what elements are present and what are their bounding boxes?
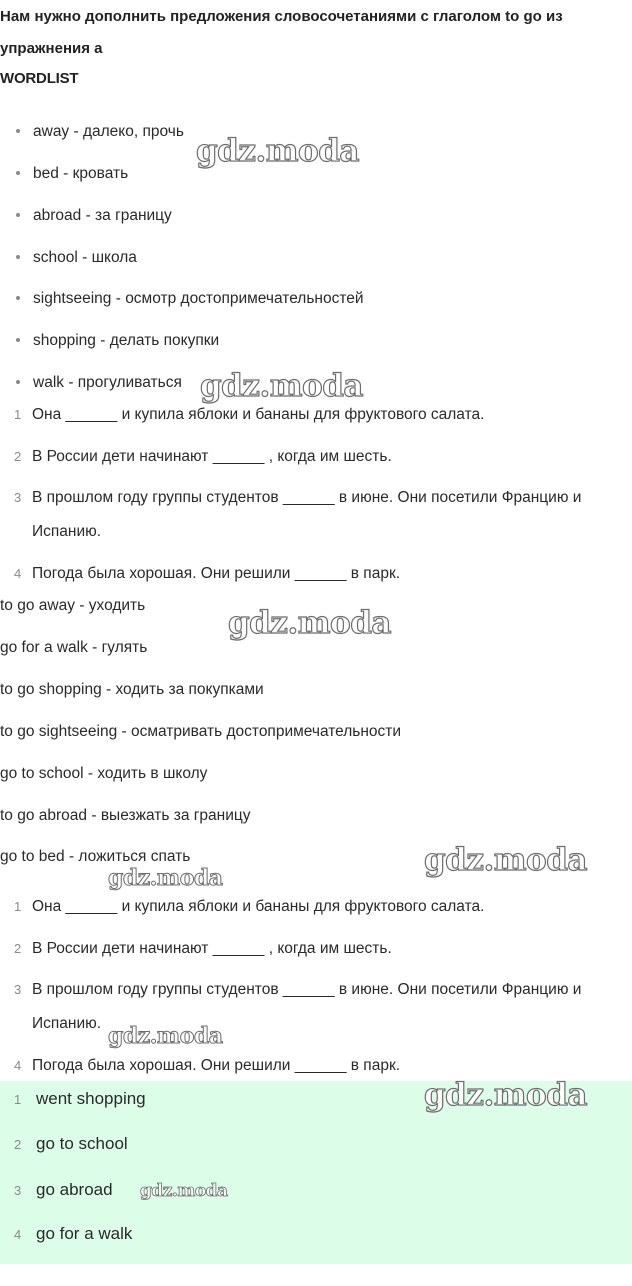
watermark-logo: gdz.moda xyxy=(196,133,359,169)
item-number: 4 xyxy=(14,1058,22,1073)
watermark-logo: gdz.moda xyxy=(200,368,363,404)
answer-text: go to school xyxy=(36,1134,128,1153)
answer-item xyxy=(14,1089,146,1110)
exercise-item xyxy=(14,447,392,467)
exercise-item xyxy=(14,481,614,549)
item-number: 4 xyxy=(14,566,22,581)
wordlist-item-text: school - школа xyxy=(33,249,137,266)
answer-text: went shopping xyxy=(36,1089,146,1108)
item-number: 2 xyxy=(14,941,22,956)
answer-item xyxy=(14,1224,132,1245)
item-number: 3 xyxy=(14,490,22,505)
wordlist-item xyxy=(16,289,364,309)
wordlist-item xyxy=(16,164,128,184)
wordlist-item-text: shopping - делать покупки xyxy=(33,332,220,349)
answer-text: go for a walk xyxy=(36,1224,133,1243)
item-number: 3 xyxy=(14,982,22,997)
phrase-line: go to bed - ложиться спать xyxy=(0,848,191,865)
watermark-logo: gdz.moda xyxy=(108,1023,223,1049)
item-number: 1 xyxy=(14,899,22,914)
wordlist-item-text: away - далеко, прочь xyxy=(33,123,184,140)
watermark-logo: gdz.moda xyxy=(424,1077,587,1113)
exercise-text: Погода была хорошая. Они решили ______ в парк. xyxy=(32,1057,401,1074)
exercise-item xyxy=(14,1056,400,1076)
item-number: 1 xyxy=(14,1092,22,1107)
phrase-line: go for a walk - гулять xyxy=(0,639,148,656)
wordlist-item xyxy=(16,331,219,351)
answer-text: go abroad xyxy=(36,1180,113,1199)
phrase-line: to go shopping - ходить за покупками xyxy=(0,681,264,698)
phrase-line: go to school - ходить в школу xyxy=(0,765,208,782)
watermark-logo: gdz.moda xyxy=(108,865,223,891)
answer-item xyxy=(14,1180,113,1201)
watermark-logo: gdz.moda xyxy=(140,1181,228,1201)
exercise-item xyxy=(14,939,392,959)
wordlist-item xyxy=(16,373,182,393)
wordlist-item xyxy=(16,248,137,268)
wordlist-item xyxy=(16,206,172,226)
wordlist-item-text: abroad - за границу xyxy=(33,207,172,224)
exercise-text: Она ______ и купила яблоки и бананы для фруктового салата. xyxy=(32,898,485,915)
wordlist-item xyxy=(16,122,184,142)
bullet-icon xyxy=(16,129,20,133)
phrase-line: to go sightseeing - осматривать достопримечательности xyxy=(0,723,402,740)
bullet-icon xyxy=(16,213,20,217)
exercise-item xyxy=(14,564,400,584)
answer-item xyxy=(14,1134,128,1155)
exercise-text: В прошлом году группы студентов ______ в июне. Они посетили Францию и Испанию. xyxy=(32,981,582,1032)
bullet-icon xyxy=(16,296,20,300)
bullet-icon xyxy=(16,171,20,175)
wordlist-item-text: bed - кровать xyxy=(33,165,129,182)
item-number: 3 xyxy=(14,1183,22,1198)
wordlist-title: WORDLIST xyxy=(0,70,79,87)
exercise-text: Погода была хорошая. Они решили ______ в парк. xyxy=(32,565,401,582)
exercise-text: В России дети начинают ______ , когда им шесть. xyxy=(32,940,392,957)
bullet-icon xyxy=(16,380,20,384)
exercise-text: Она ______ и купила яблоки и бананы для фруктового салата. xyxy=(32,406,485,423)
exercise-text: В России дети начинают ______ , когда им шесть. xyxy=(32,448,392,465)
phrase-line: to go abroad - выезжать за границу xyxy=(0,807,251,824)
watermark-logo: gdz.moda xyxy=(228,605,391,641)
bullet-icon xyxy=(16,338,20,342)
item-number: 4 xyxy=(14,1227,22,1242)
wordlist-item-text: sightseeing - осмотр достопримечательностей xyxy=(33,290,364,307)
item-number: 2 xyxy=(14,449,22,464)
exercise-text: В прошлом году группы студентов ______ в июне. Они посетили Францию и Испанию. xyxy=(32,489,582,540)
item-number: 1 xyxy=(14,407,22,422)
task-heading-line-2: упражнения a xyxy=(0,40,103,57)
exercise-item xyxy=(14,405,484,425)
exercise-item xyxy=(14,973,614,1041)
bullet-icon xyxy=(16,255,20,259)
item-number: 2 xyxy=(14,1137,22,1152)
phrase-line: to go away - уходить xyxy=(0,597,146,614)
watermark-logo: gdz.moda xyxy=(424,842,587,878)
wordlist-item-text: walk - прогуливаться xyxy=(33,374,182,391)
task-heading-line-1: Нам нужно дополнить предложения словосочетаниями с глаголом to go из xyxy=(0,8,563,25)
exercise-item xyxy=(14,897,484,917)
